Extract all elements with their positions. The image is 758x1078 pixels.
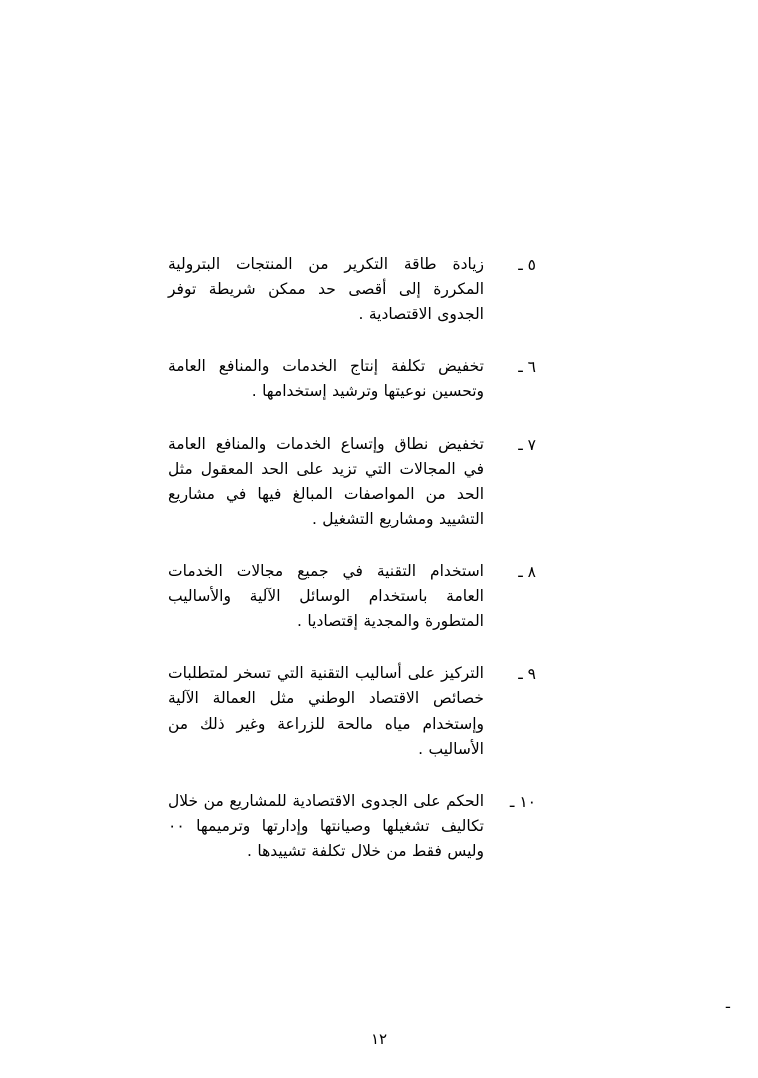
list-item-text: استخدام التقنية في جميع مجالات الخدمات العامة باستخدام الوسائل الآلية والأساليب المتطورة والمجدية إقتصاديا . (168, 561, 484, 631)
page-number: ١٢ (370, 1030, 388, 1048)
list-item-marker: ٨ ـ (518, 562, 536, 581)
list-item-marker: ٩ ـ (518, 665, 536, 684)
list-item (168, 789, 536, 864)
list-item (168, 252, 536, 327)
list-item (168, 432, 536, 532)
list-item (168, 354, 536, 404)
list-item (168, 559, 536, 634)
numbered-list (168, 252, 536, 891)
list-item-marker: ١٠ ـ (509, 792, 536, 811)
list-item-text: زيادة طاقة التكرير من المنتجات البترولية المكررة إلى أقصى حد ممكن شريطة توفر الجدوى الاقتصادية . (168, 255, 484, 324)
list-item-text: تخفيض تكلفة إنتاج الخدمات والمنافع العامة وتحسين نوعيتها وترشيد إستخدامها . (168, 357, 484, 401)
list-item-marker: ٦ ـ (518, 358, 536, 377)
list-item (168, 661, 536, 761)
list-item-marker: ٧ ـ (518, 435, 536, 454)
page-edge-mark: ـ (725, 996, 730, 1012)
list-item-text: الحكم على الجدوى الاقتصادية للمشاريع من خلال تكاليف تشغيلها وصيانتها وإدارتها وترميمها ٠٠ وليس فقط من خلال تكلفة تشييدها . (168, 791, 484, 860)
list-item-marker: ٥ ـ (518, 256, 536, 274)
list-item-text: تخفيض نطاق وإتساع الخدمات والمنافع العامة في المجالات التي تزيد على الحد المعقول مثل الحد من المواصفات المبالغ فيها في مشاريع التشييد ومشاريع التشغيل . (168, 434, 484, 528)
list-item-text: التركيز على أساليب التقنية التي تسخر لمتطلبات خصائص الاقتصاد الوطني مثل العمالة الآلية وإستخدام مياه مالحة للزراعة وغير ذلك من الأساليب . (168, 664, 484, 758)
